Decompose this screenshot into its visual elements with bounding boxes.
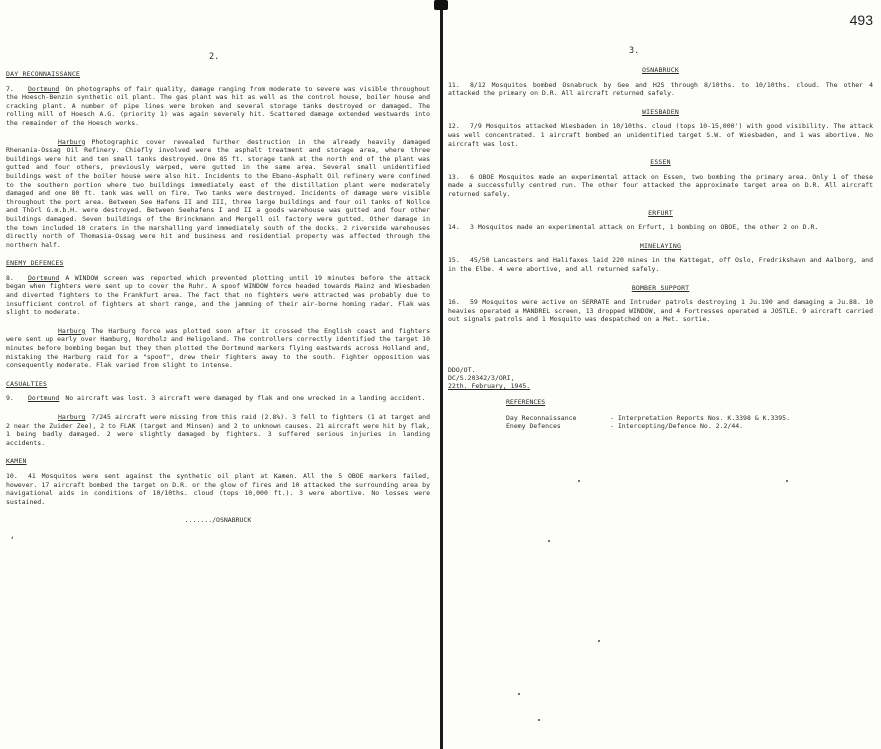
section-heading: DAY RECONNAISSANCE: [6, 70, 81, 78]
paragraph-number: 7.: [6, 84, 14, 93]
margin-mark: ‚: [10, 531, 15, 540]
paragraph-number: 12.: [448, 122, 460, 131]
paragraph-text: 45/50 Lancasters and Halifaxes laid 220 mines in the Kattegat, off Oslo, Fredrikshavn and Aalborg, and in the Elbe. 4 were abortive, and all returned safely.: [448, 256, 873, 273]
report-paragraph: [448, 81, 873, 98]
right-page-number: 3.: [629, 46, 640, 56]
reference-subject: Enemy Defences: [506, 421, 561, 430]
scan-speck: [578, 480, 580, 482]
report-paragraph: [6, 394, 430, 403]
reference-row: [506, 422, 873, 430]
section-heading: BOMBER SUPPORT: [631, 283, 690, 292]
binding-clip: [434, 0, 448, 10]
paragraph-text: Photographic cover revealed further destruction in the already heavily damaged Rhenania-Ossag Oil Refinery. Chiefly involved were the asphalt treatment and storage area, where three buildings were hit and ten small tanks destroyed. One 85 ft. storage tank at the north end of the plant was gutted and four others, previously warped, were gutted in the same area. Several small unidentified buildings west of the boiler house were also hit. Incidents to the Ebano-Asphalt Oil refinery were confined to the southern portion where two buildings immediately east of the distillation plant were moderately damaged and one 80 ft. tank was well on fire. Two tanks were destroyed. Incidents of damage were visible throughout the port area. Between See Hafens II and III, three large buildings and four oil tanks of Nollce and Thörl G.m.b.H. were destroyed. Between Seehafens I and II a goods warehouse was gutted and four other buildings damaged. Seven buildings of the Brinckmann and Mergell oil factory were gutted. Other damage in the town included 10 craters in the marshalling yard immediately south of the docks. 2 riverside warehouses directly north of Thomasia-Ossag were hit and business and residential property was affected through the northern half.: [6, 137, 430, 249]
reference-block: [448, 366, 873, 430]
scan-speck: [538, 719, 540, 721]
target-name: Harburg: [58, 137, 86, 146]
report-paragraph: [448, 298, 873, 324]
paragraph-number: 16.: [448, 298, 460, 307]
paragraph-text: 7/9 Mosquitos attacked Wiesbaden in 10/10ths. cloud (tops 10-15,000') with good visibility. The attack was well concentrated. 1 aircraft bombed an unidentified target S.W. of Wiesbaden, and 1 was abortive. No aircraft was lost.: [448, 122, 873, 148]
references-heading: REFERENCES: [506, 398, 546, 407]
document-date: 22th. February, 1945.: [448, 382, 531, 391]
report-paragraph: [6, 327, 430, 370]
paragraph-number: 10.: [6, 471, 18, 480]
paragraph-text: 59 Mosquitos were active on SERRATE and Intruder patrols destroying 1 Ju.190 and damaging a Ju.88. 10 heavies operated a MANDREL screen, 13 dropped WINDOW, and 4 Fortresses operated a JOSTLE. 9 aircraft carried out signals patrols and 1 Mosquito was despatched on a Met. sortie.: [448, 298, 873, 324]
section-heading: KAMEN: [6, 457, 27, 466]
left-column: [6, 70, 430, 525]
report-paragraph: [6, 274, 430, 317]
target-name: Dortmund: [28, 273, 60, 282]
paragraph-number: 14.: [448, 223, 460, 232]
paragraph-number: 11.: [448, 80, 460, 89]
section-heading: OSNABRUCK: [641, 66, 680, 74]
reference-subject: Day Reconnaissance: [506, 413, 577, 422]
office-code: DDO/OT.: [448, 365, 476, 374]
paragraph-number: 8.: [6, 273, 14, 282]
target-name: Dortmund: [28, 84, 60, 93]
paragraph-text: 7/245 aircraft were missing from this raid (2.8%). 3 fell to fighters (1 at target and 2 near the Zuider Zee), 2 to FLAK (target and Minsen) and 2 to unknown causes. 21 aircraft were hit by flak, 1 being badly damaged. 2 were slightly damaged by fighters. 3 suffered serious injuries in landing accidents.: [6, 413, 430, 447]
left-page-number: 2.: [209, 52, 220, 62]
scan-speck: [548, 540, 550, 542]
reference-source: - Interpretation Reports Nos. K.3398 & K.3395.: [610, 413, 791, 422]
paragraph-number: 13.: [448, 172, 460, 181]
report-paragraph: [448, 173, 873, 199]
section-heading: ENEMY DEFENCES: [6, 259, 64, 268]
report-paragraph: [6, 85, 430, 128]
report-paragraph: [6, 413, 430, 447]
scan-speck: [518, 693, 520, 695]
paragraph-text: No aircraft was lost. 3 aircraft were damaged by flak and one wrecked in a landing accident.: [65, 394, 426, 403]
scan-speck: [786, 480, 788, 482]
paragraph-number: 15.: [448, 256, 460, 265]
paragraph-text: On photographs of fair quality, damage ranging from moderate to severe was visible throughout the Hoesch-Benzin synthetic oil plant. The gas plant was hit as well as the control house, boiler house and cracking plant. A number of pipe lines were broken and several storage tanks destroyed or damaged. The rolling mill of Hoesch A.G. (priority 1) was again severely hit. Scattered damage extended westwards into the remainder of the Hoesch works.: [6, 84, 430, 127]
section-heading: ERFURT: [648, 208, 673, 217]
target-name: Dortmund: [28, 394, 60, 403]
continuation-footer: ......./OSNABRUCK: [184, 516, 252, 525]
paragraph-text: 6 OBOE Mosquitos made an experimental attack on Essen, two bombing the primary area. Only 1 of these made a successfully centred run. The other four attacked the approximate target area on D.R. All aircraft returned safely.: [448, 172, 873, 198]
paragraph-number: 9.: [6, 394, 14, 403]
paragraph-text: A WINDOW screen was reported which prevented plotting until 19 minutes before the attack began when fighters were sent up to cover the Ruhr. A spoof WINDOW force headed towards Mainz and Wiesbaden and diverted fighters to the Frankfurt area. The fact that no fighters were attracted was probably due to insufficient control of fighters at short range, and the jamming of their air-borne homing radar. Flak was slight to moderate.: [6, 273, 430, 317]
paragraph-text: 41 Mosquitos were sent against the synthetic oil plant at Kamen. All the 5 OBOE markers failed, however. 17 aircraft bombed the target on D.R. or the glow of fires and 10 attacked the surrounding area by navigational aids in conditions of 10/10ths. cloud (tops 10,000 ft.). 3 were abortive. No losses were sustained.: [6, 471, 430, 506]
report-paragraph: [448, 122, 873, 148]
reference-row: [506, 414, 873, 422]
section-heading: ESSEN: [650, 158, 671, 167]
target-name: Harburg: [58, 326, 86, 335]
report-paragraph: [6, 138, 430, 250]
paragraph-text: The Harburg force was plotted soon after it crossed the English coast and fighters were sent up early over Hamburg, Nordholz and Heligoland. The controllers correctly identified the target 10 minutes before bombing began but they then plotted the Dortmund markers flying eastwards across Holland and, mistaking the Harburg raid for a "spoof", drew their fighters away to the south. Fighter opposition was consequently moderate. Flak varied from slight to intense.: [6, 326, 430, 370]
target-name: Harburg: [58, 413, 86, 421]
section-heading: MINELAYING: [639, 241, 682, 250]
right-column: [448, 66, 873, 430]
page-fold-divider: [440, 0, 443, 749]
section-heading: WIESBADEN: [641, 107, 680, 116]
report-paragraph: [6, 472, 430, 506]
file-reference: DC/S.20342/3/ORI,: [448, 374, 515, 383]
report-paragraph: [448, 223, 873, 232]
page-reference-number: 493: [849, 12, 873, 28]
scan-speck: [598, 640, 600, 642]
report-paragraph: [448, 256, 873, 273]
reference-source: - Intercepting/Defence No. 2.2/44.: [610, 421, 744, 430]
paragraph-text: 8/12 Mosquitos bombed Osnabruck by Gee and H2S through 8/10ths. to 10/10ths. cloud. The other 4 attacked the primary on D.R. All aircraft returned safely.: [448, 80, 873, 98]
section-heading: CASUALTIES: [6, 379, 48, 388]
paragraph-text: 3 Mosquitos made an experimental attack on Erfurt, 1 bombing on OBOE, the other 2 on D.R.: [470, 223, 819, 232]
